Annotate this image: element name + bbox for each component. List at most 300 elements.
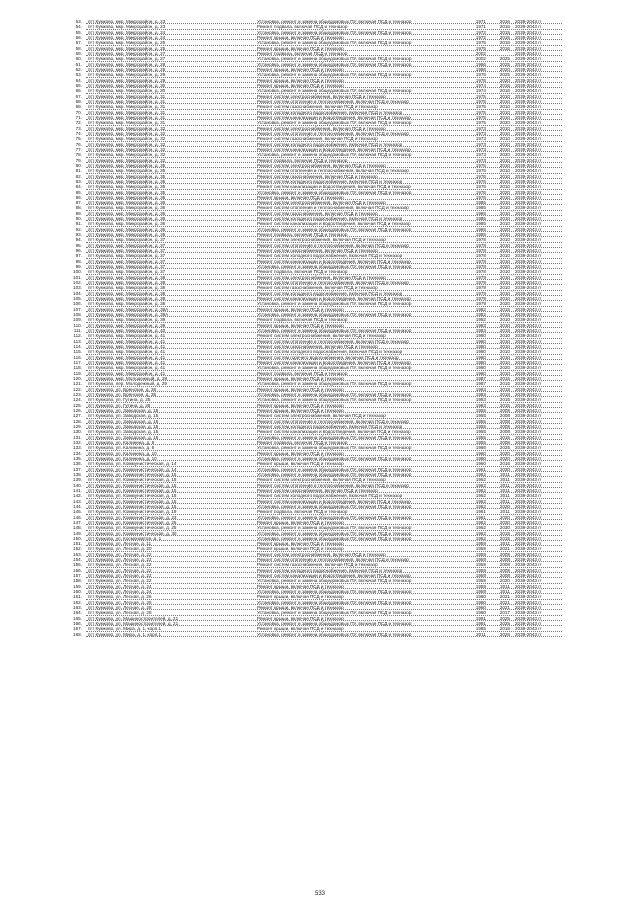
row-build-year: 1962 xyxy=(475,477,486,483)
row-work-type: Установка, ремонт и замена общедомовых ПУ, включая ПСД и техназор xyxy=(257,621,412,627)
row-number: 117. xyxy=(73,360,82,365)
row-last-repair-year: 2008 xyxy=(499,573,510,579)
row-planned-period: 2039-2043 гг xyxy=(515,605,542,611)
row-address: пгт Кумково, мкр. Микрорайон, д. 32 xyxy=(88,141,166,147)
row-last-repair-year: 2026 xyxy=(499,631,510,637)
row-address: пгт Кумково, мкр. Микрорайон, д. 37 xyxy=(88,253,166,259)
row-number: 66. xyxy=(75,88,82,94)
row-last-repair-year: 2010 xyxy=(499,344,510,350)
capital-repair-table xyxy=(0,19,640,637)
row-last-repair-year: 2008 xyxy=(499,557,510,563)
row-build-year: 1976 xyxy=(475,184,486,190)
row-number: 72. xyxy=(75,120,82,126)
row-address: пгт Кумково, мкр. Микрорайон, д. 41 xyxy=(88,344,166,350)
row-last-repair-year: 2020 xyxy=(499,578,510,584)
row-planned-period: 2039-2043 гг xyxy=(515,578,542,584)
row-work-type: Установка, ремонт и замена общедомовых ПУ, включая ПСД и техназор xyxy=(257,397,412,403)
row-planned-period: 2039-2043 гг xyxy=(515,583,542,589)
row-planned-period: 2039-2043 гг xyxy=(515,157,542,163)
row-planned-period: 2039-2043 гг xyxy=(515,98,542,104)
row-planned-period: 2039-2043 гг xyxy=(515,461,542,467)
row-address: пгт Кумково, ул. Калинина, д. 8 xyxy=(88,445,155,451)
row-address: пгт Кумково, мкр. Микрорайон, д. 25 xyxy=(88,45,166,51)
row-last-repair-year: 2021 xyxy=(499,605,510,611)
row-work-type: Ремонт крыши, включая ПСД и техназор xyxy=(257,461,344,467)
row-planned-period: 2039-2043 гг xyxy=(515,466,542,472)
row-address: пгт Кумково, ул. Заводская, д. 15 xyxy=(88,423,159,429)
row-address: пгт Кумково, мкр. Микрорайон, д. 41 xyxy=(88,349,166,355)
row-planned-period: 2039-2043 гг xyxy=(515,269,542,275)
row-planned-period: 2039-2043 гг xyxy=(515,381,542,387)
row-address: пгт Кумково, мкр. Микрорайон, д. 32 xyxy=(88,136,166,142)
row-address: пгт Кумково, мкр. Микрорайон, д. 37 xyxy=(88,237,166,243)
row-planned-period: 2039-2043 гг xyxy=(515,189,542,195)
row-build-year: 1962 xyxy=(475,482,486,488)
row-build-year: 1978 xyxy=(475,264,486,270)
row-work-type: Ремонт систем отопления и теплоснабжения, включая ПСД и техназор xyxy=(257,418,409,424)
row-work-type: Ремонт систем электроснабжения, включая ПСД и техназор xyxy=(257,477,386,483)
row-planned-period: 2039-2043 гг xyxy=(515,455,542,461)
row-planned-period: 2039-2043 гг xyxy=(515,450,542,456)
row-build-year: 1985 xyxy=(475,626,486,632)
row-planned-period: 2039-2043 гг xyxy=(515,130,542,136)
row-work-type: Установка, ремонт и замена общедомовых ПУ, включая ПСД и техназор xyxy=(257,264,412,270)
row-last-repair-year: 2010 xyxy=(499,285,510,291)
row-last-repair-year: 2008 xyxy=(499,562,510,568)
row-address: пгт Кумково, мкр. Микрорайон, д. 31 xyxy=(88,120,166,126)
row-work-type: Ремонт подвала, включая ПСД и техназор xyxy=(257,269,348,275)
row-address: пгт Кумково, мкр. Микрорайон, д. 41 xyxy=(88,333,166,339)
row-work-type: Ремонт систем горячего водоснабжения, включая ПСД и техназор xyxy=(257,354,399,360)
row-work-type: Ремонт систем канализации и водоотведения, включая ПСД и техназор xyxy=(257,221,411,227)
row-build-year: 1985 xyxy=(475,210,486,216)
row-address: пгт Кумково, мкр. Микрорайон, д. 37 xyxy=(88,258,166,264)
row-build-year: 1960 xyxy=(475,594,486,600)
row-number: 60. xyxy=(75,56,82,62)
row-work-type: Ремонт крыши, включая ПСД и техназор xyxy=(257,546,344,552)
row-address: пгт Кумково, ул. Заводская, д. 15 xyxy=(88,413,159,419)
row-planned-period: 2039-2043 гг xyxy=(515,418,542,424)
row-planned-period: 2039-2043 гг xyxy=(515,82,542,88)
row-address: пгт Кумково, ул. Коммунистическая, д. 15 xyxy=(88,487,177,493)
row-number: 155. xyxy=(73,562,82,568)
row-address: пгт Кумково, ул. Гутина, д. 25 xyxy=(88,402,151,408)
row-planned-period: 2039-2043 гг xyxy=(515,397,542,403)
row-build-year: 1975 xyxy=(475,98,486,104)
row-work-type: Ремонт систем холодного водоснабжения, включая ПСД и техназор xyxy=(257,141,403,147)
row-last-repair-year: 2010 xyxy=(499,114,510,120)
row-number: 167. xyxy=(73,626,82,632)
row-last-repair-year: 2010 xyxy=(499,125,510,131)
row-build-year: 1973 xyxy=(475,136,486,142)
row-work-type: Установка, ремонт и замена общедомовых ПУ, включая ПСД и техназор xyxy=(257,471,412,477)
row-last-repair-year: 2020 xyxy=(499,152,510,158)
row-work-type: Ремонт крыши, включая ПСД и техназор xyxy=(257,626,344,632)
row-work-type: Ремонт систем отопления и теплоснабжения, включая ПСД и техназор xyxy=(257,557,409,563)
row-build-year: 1955 xyxy=(475,418,486,424)
row-number: 54. xyxy=(75,24,82,30)
row-planned-period: 2039-2043 гг xyxy=(515,594,542,600)
row-work-type: Ремонт систем электроснабжения, включая ПСД и техназор xyxy=(257,93,386,99)
row-last-repair-year: 2020 xyxy=(499,77,510,83)
row-planned-period: 2039-2043 гг xyxy=(515,125,542,131)
row-address: пгт Кумково, ул. Лесная, д. 28 xyxy=(88,605,152,611)
row-number: 100. xyxy=(73,269,82,275)
row-number: 112. xyxy=(73,333,82,339)
row-work-type: Ремонт систем электроснабжения, включая ПСД и техназор xyxy=(257,237,386,243)
row-last-repair-year: 2015 xyxy=(499,312,510,318)
row-planned-period: 2039-2043 гг xyxy=(515,29,542,35)
row-address: пгт Кумково, ул. Коммунистическая, д. 25 xyxy=(88,519,177,525)
row-number: 151. xyxy=(73,541,82,547)
row-build-year: 1959 xyxy=(475,573,486,579)
row-build-year: 1973 xyxy=(475,157,486,163)
row-address: пгт Кумково, мкр. Микрорайон, д. 23 xyxy=(88,19,166,24)
row-work-type: Ремонт систем холодного водоснабжения, включая ПСД и техназор xyxy=(257,493,403,499)
row-planned-period: 2039-2043 гг xyxy=(515,535,542,541)
row-number: 70. xyxy=(75,109,82,115)
row-build-year: 1985 xyxy=(475,226,486,232)
row-build-year: 1980 xyxy=(475,333,486,339)
row-work-type: Ремонт крыши, включая ПСД и техназор xyxy=(257,594,344,600)
row-number: 133. xyxy=(73,445,82,451)
row-build-year: 1978 xyxy=(475,242,486,248)
row-planned-period: 2039-2043 гг xyxy=(515,610,542,616)
row-last-repair-year: 2011 xyxy=(500,541,510,547)
row-work-type: Ремонт систем канализации и водоотведения, включая ПСД и техназор xyxy=(257,114,411,120)
row-address: пгт Кумково, мкр. Микрорайон, д. 30 xyxy=(88,88,166,94)
row-last-repair-year: 2015 xyxy=(499,434,510,440)
row-work-type: Установка, ремонт и замена общедомовых ПУ, включая ПСД и техназор xyxy=(257,445,412,451)
row-work-type: Установка, ремонт и замена общедомовых ПУ, включая ПСД и техназор xyxy=(257,19,412,24)
row-build-year: 1960 xyxy=(475,610,486,616)
row-last-repair-year: 2008 xyxy=(499,551,510,557)
row-address: пгт Кумково, ул. Коммунистическая, д. 19 xyxy=(88,509,177,515)
row-planned-period: 2039-2043 гг xyxy=(515,258,542,264)
row-last-repair-year: 2030 xyxy=(499,525,510,531)
row-address: пгт Кумково, мкр. Микрорайон, д. 32 xyxy=(88,152,166,158)
row-number: 160. xyxy=(73,589,82,595)
row-address: пгт Кумково, мкр. Микрорайон, д. 36 xyxy=(88,226,166,232)
row-work-type: Ремонт систем холодного водоснабжения, включая ПСД и техназор xyxy=(257,178,403,184)
row-work-type: Ремонт систем электроснабжения, включая ПСД и техназор xyxy=(257,200,386,206)
row-last-repair-year: 2030 xyxy=(499,519,510,525)
row-work-type: Ремонт систем отопления и теплоснабжения, включая ПСД и техназор xyxy=(257,280,409,286)
row-build-year: 1980 xyxy=(475,344,486,350)
row-work-type: Ремонт систем холодного водоснабжения, включая ПСД и техназор xyxy=(257,423,403,429)
row-build-year: 1986 xyxy=(475,61,486,67)
row-last-repair-year: 2025 xyxy=(499,615,510,621)
row-planned-period: 2039-2043 гг xyxy=(515,34,542,40)
row-build-year: 1955 xyxy=(475,434,486,440)
table-row xyxy=(0,632,640,637)
row-number: 124. xyxy=(73,397,82,403)
row-number: 126. xyxy=(73,407,82,413)
row-address: пгт Кумково, ул. Заводская, д. 15 xyxy=(88,434,159,440)
row-address: пгт Кумково, ул. Лесная, д. 22 xyxy=(88,551,152,557)
row-number: 123. xyxy=(73,391,82,397)
row-work-type: Ремонт систем газоснабжения, включая ПСД и техназор xyxy=(257,104,378,110)
row-number: 62. xyxy=(75,66,82,72)
row-build-year: 1962 xyxy=(475,530,486,536)
row-work-type: Установка, ремонт и замена общедомовых ПУ, включая ПСД и техназор xyxy=(257,152,412,158)
row-planned-period: 2039-2043 гг xyxy=(515,205,542,211)
row-work-type: Ремонт крыши, включая ПСД и техназор xyxy=(257,450,344,456)
row-address: пгт Кумково, мкр. Микрорайон, д. 31 xyxy=(88,93,166,99)
row-work-type: Установка, ремонт и замена общедомовых ПУ, включая ПСД и техназор xyxy=(257,466,412,472)
row-last-repair-year: 2010 xyxy=(499,258,510,264)
row-number: 91. xyxy=(75,221,82,227)
row-last-repair-year: 2015 xyxy=(499,29,510,35)
row-last-repair-year: 2025 xyxy=(499,61,510,67)
row-number: 143. xyxy=(73,498,82,504)
row-build-year: 1976 xyxy=(475,168,486,174)
row-planned-period: 2039-2043 гг xyxy=(515,77,542,83)
row-address: пгт Кумково, мкр. Микрорайон, д. 24 xyxy=(88,29,166,35)
row-number: 94. xyxy=(75,237,82,243)
row-number: 84. xyxy=(75,184,82,190)
row-number: 64. xyxy=(75,77,82,83)
row-number: 120. xyxy=(73,375,82,381)
row-planned-period: 2039-2043 гг xyxy=(515,338,542,344)
row-work-type: Ремонт подвала, включая ПСД и техназор xyxy=(257,157,348,163)
row-address: пгт Кумково, ул. Калинина, д. 10 xyxy=(88,455,157,461)
row-build-year: 1962 xyxy=(475,493,486,499)
row-last-repair-year: 2016 xyxy=(499,45,510,51)
row-number: 108. xyxy=(73,312,82,318)
row-address: пгт Кумково, мкр. Микрорайон, д. 41 xyxy=(88,338,166,344)
row-last-repair-year: 2025 xyxy=(499,445,510,451)
row-work-type: Установка, ремонт и замена общедомовых ПУ, включая ПСД и техназор xyxy=(257,328,412,334)
row-build-year: 1973 xyxy=(475,141,486,147)
row-address: пгт Кумково, ул. Калинина, д. 10 xyxy=(88,450,157,456)
row-planned-period: 2039-2043 гг xyxy=(515,344,542,350)
row-number: 87. xyxy=(75,200,82,206)
row-work-type: Установка, ремонт и замена общедомовых ПУ, включая ПСД и техназор xyxy=(257,455,412,461)
row-number: 156. xyxy=(73,567,82,573)
row-work-type: Ремонт подвала, включая ПСД и техназор xyxy=(257,232,348,238)
row-planned-period: 2039-2043 гг xyxy=(515,434,542,440)
row-planned-period: 2039-2043 гг xyxy=(515,136,542,142)
row-last-repair-year: 2010 xyxy=(499,290,510,296)
row-planned-period: 2039-2043 гг xyxy=(515,573,542,579)
row-planned-period: 2039-2043 гг xyxy=(515,301,542,307)
row-number: 150. xyxy=(73,535,82,541)
row-planned-period: 2039-2043 гг xyxy=(515,210,542,216)
row-build-year: 1959 xyxy=(475,567,486,573)
row-address: пгт Кумково, ул. Коммунистическая, д. 15 xyxy=(88,503,177,509)
row-build-year: 1973 xyxy=(475,130,486,136)
row-address: пгт Кумково, ул. Лесная, д. 11 xyxy=(88,541,152,547)
row-last-repair-year: 2010 xyxy=(499,173,510,179)
row-planned-period: 2039-2043 гг xyxy=(515,178,542,184)
row-work-type: Установка, ремонт и замена общедомовых ПУ, включая ПСД и техназор xyxy=(257,599,412,605)
row-last-repair-year: 2020 xyxy=(499,189,510,195)
row-planned-period: 2039-2043 гг xyxy=(515,168,542,174)
row-build-year: 2002 xyxy=(475,50,486,56)
row-address: пгт Кумково, мкр. Микрорайон, д. 41 xyxy=(88,370,166,376)
row-last-repair-year: 2011 xyxy=(500,589,510,595)
row-last-repair-year: 2025 xyxy=(499,56,510,62)
row-planned-period: 2039-2043 гг xyxy=(515,333,542,339)
row-last-repair-year: 2021 xyxy=(499,546,510,552)
row-address: пгт Кумково, мкр. Микрорайон, д. 27 xyxy=(88,56,166,62)
row-number: 137. xyxy=(73,466,82,472)
row-planned-period: 2039-2043 гг xyxy=(515,24,542,30)
row-build-year: 1991 xyxy=(475,615,486,621)
row-last-repair-year: 2010 xyxy=(499,296,510,302)
row-work-type: Ремонт систем электроснабжения, включая ПСД и техназор xyxy=(257,162,386,168)
row-last-repair-year: 2020 xyxy=(499,455,510,461)
row-work-type: Установка, ремонт и замена общедомовых ПУ, включая ПСД и техназор xyxy=(257,381,412,387)
row-number: 114. xyxy=(73,344,82,350)
row-last-repair-year: 2015 xyxy=(499,381,510,387)
row-build-year: 1972 xyxy=(475,34,486,40)
row-last-repair-year: 2010 xyxy=(499,210,510,216)
row-work-type: Ремонт крыши, включая ПСД и техназор xyxy=(257,541,344,547)
row-number: 88. xyxy=(75,205,82,211)
row-planned-period: 2039-2043 гг xyxy=(515,589,542,595)
row-address: пгт Кумково, ул. Коммунистическая, д. 15 xyxy=(88,471,177,477)
row-build-year: 1979 xyxy=(475,285,486,291)
row-planned-period: 2039-2043 гг xyxy=(515,264,542,270)
row-address: пгт Кумково, ул. Коммунистическая, д. 15 xyxy=(88,482,177,488)
row-planned-period: 2039-2043 гг xyxy=(515,317,542,323)
row-work-type: Установка, ремонт и замена общедомовых ПУ, включая ПСД и техназор xyxy=(257,631,412,637)
row-last-repair-year: 2010 xyxy=(499,269,510,275)
row-work-type: Ремонт крыши, включая ПСД и техназор xyxy=(257,407,344,413)
row-build-year: 1972 xyxy=(475,29,486,35)
row-build-year: 1955 xyxy=(475,423,486,429)
row-build-year: 1987 xyxy=(475,375,486,381)
row-number: 76. xyxy=(75,141,82,147)
row-work-type: Установка, ремонт и замена общедомовых ПУ, включая ПСД и техназор xyxy=(257,391,412,397)
row-work-type: Установка, ремонт и замена общедомовых ПУ, включая ПСД и техназор xyxy=(257,434,412,440)
row-work-type: Ремонт систем канализации и водоотведения, включая ПСД и техназор xyxy=(257,360,411,365)
row-address: пгт Кумково, мкр. Микрорайон, д. 31 xyxy=(88,98,166,104)
row-number: 152. xyxy=(73,546,82,552)
row-work-type: Ремонт систем газоснабжения, включая ПСД и техназор xyxy=(257,173,378,179)
row-planned-period: 2039-2043 гг xyxy=(515,72,542,78)
row-work-type: Установка, ремонт и замена общедомовых ПУ, включая ПСД и техназор xyxy=(257,56,412,62)
row-address: пгт Кумково, мкр. Микрорайон, д. 37 xyxy=(88,242,166,248)
row-number: 164. xyxy=(73,610,82,616)
row-build-year: 1980 xyxy=(475,360,486,365)
row-number: 81. xyxy=(75,168,82,174)
row-work-type: Ремонт систем газоснабжения, включая ПСД и техназор xyxy=(257,210,378,216)
row-address: пгт Кумково, ул. Коммунистическая, д. 15 xyxy=(88,498,177,504)
row-address: пгт Кумково, мкр. Микрорайон, д. 36 xyxy=(88,216,166,222)
row-address: пгт Кумково, мкр. Микрорайон, д. 38 xyxy=(88,290,166,296)
row-build-year: 1985 xyxy=(475,216,486,222)
row-last-repair-year: 2008 xyxy=(499,418,510,424)
row-work-type: Установка, ремонт и замена общедомовых ПУ, включая ПСД и техназор xyxy=(257,503,412,509)
row-last-repair-year: 2020 xyxy=(499,120,510,126)
row-work-type: Установка, ремонт и замена общедомовых ПУ, включая ПСД и техназор xyxy=(257,189,412,195)
row-build-year: 1973 xyxy=(475,146,486,152)
row-last-repair-year: 2020 xyxy=(499,301,510,307)
row-number: 78. xyxy=(75,152,82,158)
row-build-year: 1959 xyxy=(475,541,486,547)
row-build-year: 1979 xyxy=(475,274,486,280)
row-address: пгт Кумково, мкр. Микрорайон, д. 36 xyxy=(88,210,166,216)
row-build-year: 1983 xyxy=(475,397,486,403)
row-work-type: Ремонт систем канализации и водоотведения, включая ПСД и техназор xyxy=(257,498,411,504)
row-number: 80. xyxy=(75,162,82,168)
row-work-type: Ремонт крыши, включая ПСД и техназор xyxy=(257,82,344,88)
row-number: 153. xyxy=(73,551,82,557)
row-work-type: Ремонт систем отопления и теплоснабжения, включая ПСД и техназор xyxy=(257,482,409,488)
row-address: пгт Кумково, ул. Машиностроителей, д. 21 xyxy=(88,615,179,621)
row-address: пгт Кумково, мкр. Микрорайон, д. 29 xyxy=(88,77,166,83)
row-last-repair-year: 2008 xyxy=(499,429,510,435)
row-planned-period: 2039-2043 гг xyxy=(515,391,542,397)
row-build-year: 1960 xyxy=(475,599,486,605)
row-last-repair-year: 2010 xyxy=(499,109,510,115)
row-work-type: Ремонт подвала, включая ПСД и техназор xyxy=(257,370,348,376)
row-address: пгт Кумково, мкр. Микрорайон, д. 38 xyxy=(88,285,166,291)
row-planned-period: 2039-2043 гг xyxy=(515,242,542,248)
row-planned-period: 2039-2043 гг xyxy=(515,104,542,110)
row-build-year: 1985 xyxy=(475,205,486,211)
row-planned-period: 2039-2043 гг xyxy=(515,621,542,627)
row-number: 75. xyxy=(75,136,82,142)
row-address: пгт Кумково, мкр. Микрорайон, д. 25 xyxy=(88,40,166,46)
row-work-type: Установка, ремонт и замена общедомовых ПУ, включая ПСД и техназор xyxy=(257,530,412,536)
row-build-year: 1962 xyxy=(475,471,486,477)
row-planned-period: 2039-2043 гг xyxy=(515,615,542,621)
row-address: пгт Кумково, мкр. Микрорайон, д. 36 xyxy=(88,205,166,211)
row-address: пгт Кумково, мкр. Микрорайон, д. 39 xyxy=(88,322,166,328)
row-build-year: 1974 xyxy=(475,88,486,94)
row-build-year: 1982 xyxy=(475,306,486,312)
row-planned-period: 2039-2043 гг xyxy=(515,477,542,483)
row-build-year: 1975 xyxy=(475,93,486,99)
row-last-repair-year: 2010 xyxy=(499,141,510,147)
row-last-repair-year: 2020 xyxy=(499,450,510,456)
row-number: 145. xyxy=(73,509,82,515)
row-last-repair-year: 2010 xyxy=(499,104,510,110)
row-work-type: Ремонт подвала, включая ПСД и техназор xyxy=(257,439,348,445)
row-address: пгт Кумково, мкр. Микрорайон, д. 31 xyxy=(88,104,166,110)
row-last-repair-year: 2010 xyxy=(499,333,510,339)
row-last-repair-year: 2015 xyxy=(499,34,510,40)
row-planned-period: 2039-2043 гг xyxy=(515,365,542,371)
row-number: 110. xyxy=(73,322,82,328)
row-number: 128. xyxy=(73,418,82,424)
row-number: 97. xyxy=(75,253,82,259)
row-work-type: Ремонт систем электроснабжения, включая ПСД и техназор xyxy=(257,551,386,557)
row-last-repair-year: 2020 xyxy=(499,503,510,509)
row-last-repair-year: 2019 xyxy=(499,328,510,334)
row-work-type: Ремонт систем отопления и теплоснабжения, включая ПСД и техназор xyxy=(257,338,409,344)
row-number: 132. xyxy=(73,439,82,445)
row-last-repair-year: 2015 xyxy=(499,375,510,381)
row-address: пгт Кумково, мкр. Микрорайон, д. 32 xyxy=(88,146,166,152)
row-address: пгт Кумково, мкр. Микрорайон, д. 35 xyxy=(88,184,166,190)
row-address: пгт Кумково, мкр. Микрорайон, д. 29 xyxy=(88,72,166,78)
row-address: пгт Кумково, мкр. Микрорайон, д. 41 xyxy=(88,354,166,360)
row-build-year: 1975 xyxy=(475,45,486,51)
row-build-year: 1959 xyxy=(475,583,486,589)
row-number: 96. xyxy=(75,248,82,254)
row-number: 92. xyxy=(75,226,82,232)
row-address: пгт Кумково, пер. Молодежный, д. 29 xyxy=(88,381,167,387)
row-last-repair-year: 2016 xyxy=(499,19,510,24)
row-number: 161. xyxy=(73,594,82,600)
row-number: 119. xyxy=(73,370,82,376)
row-build-year: 1983 xyxy=(475,391,486,397)
